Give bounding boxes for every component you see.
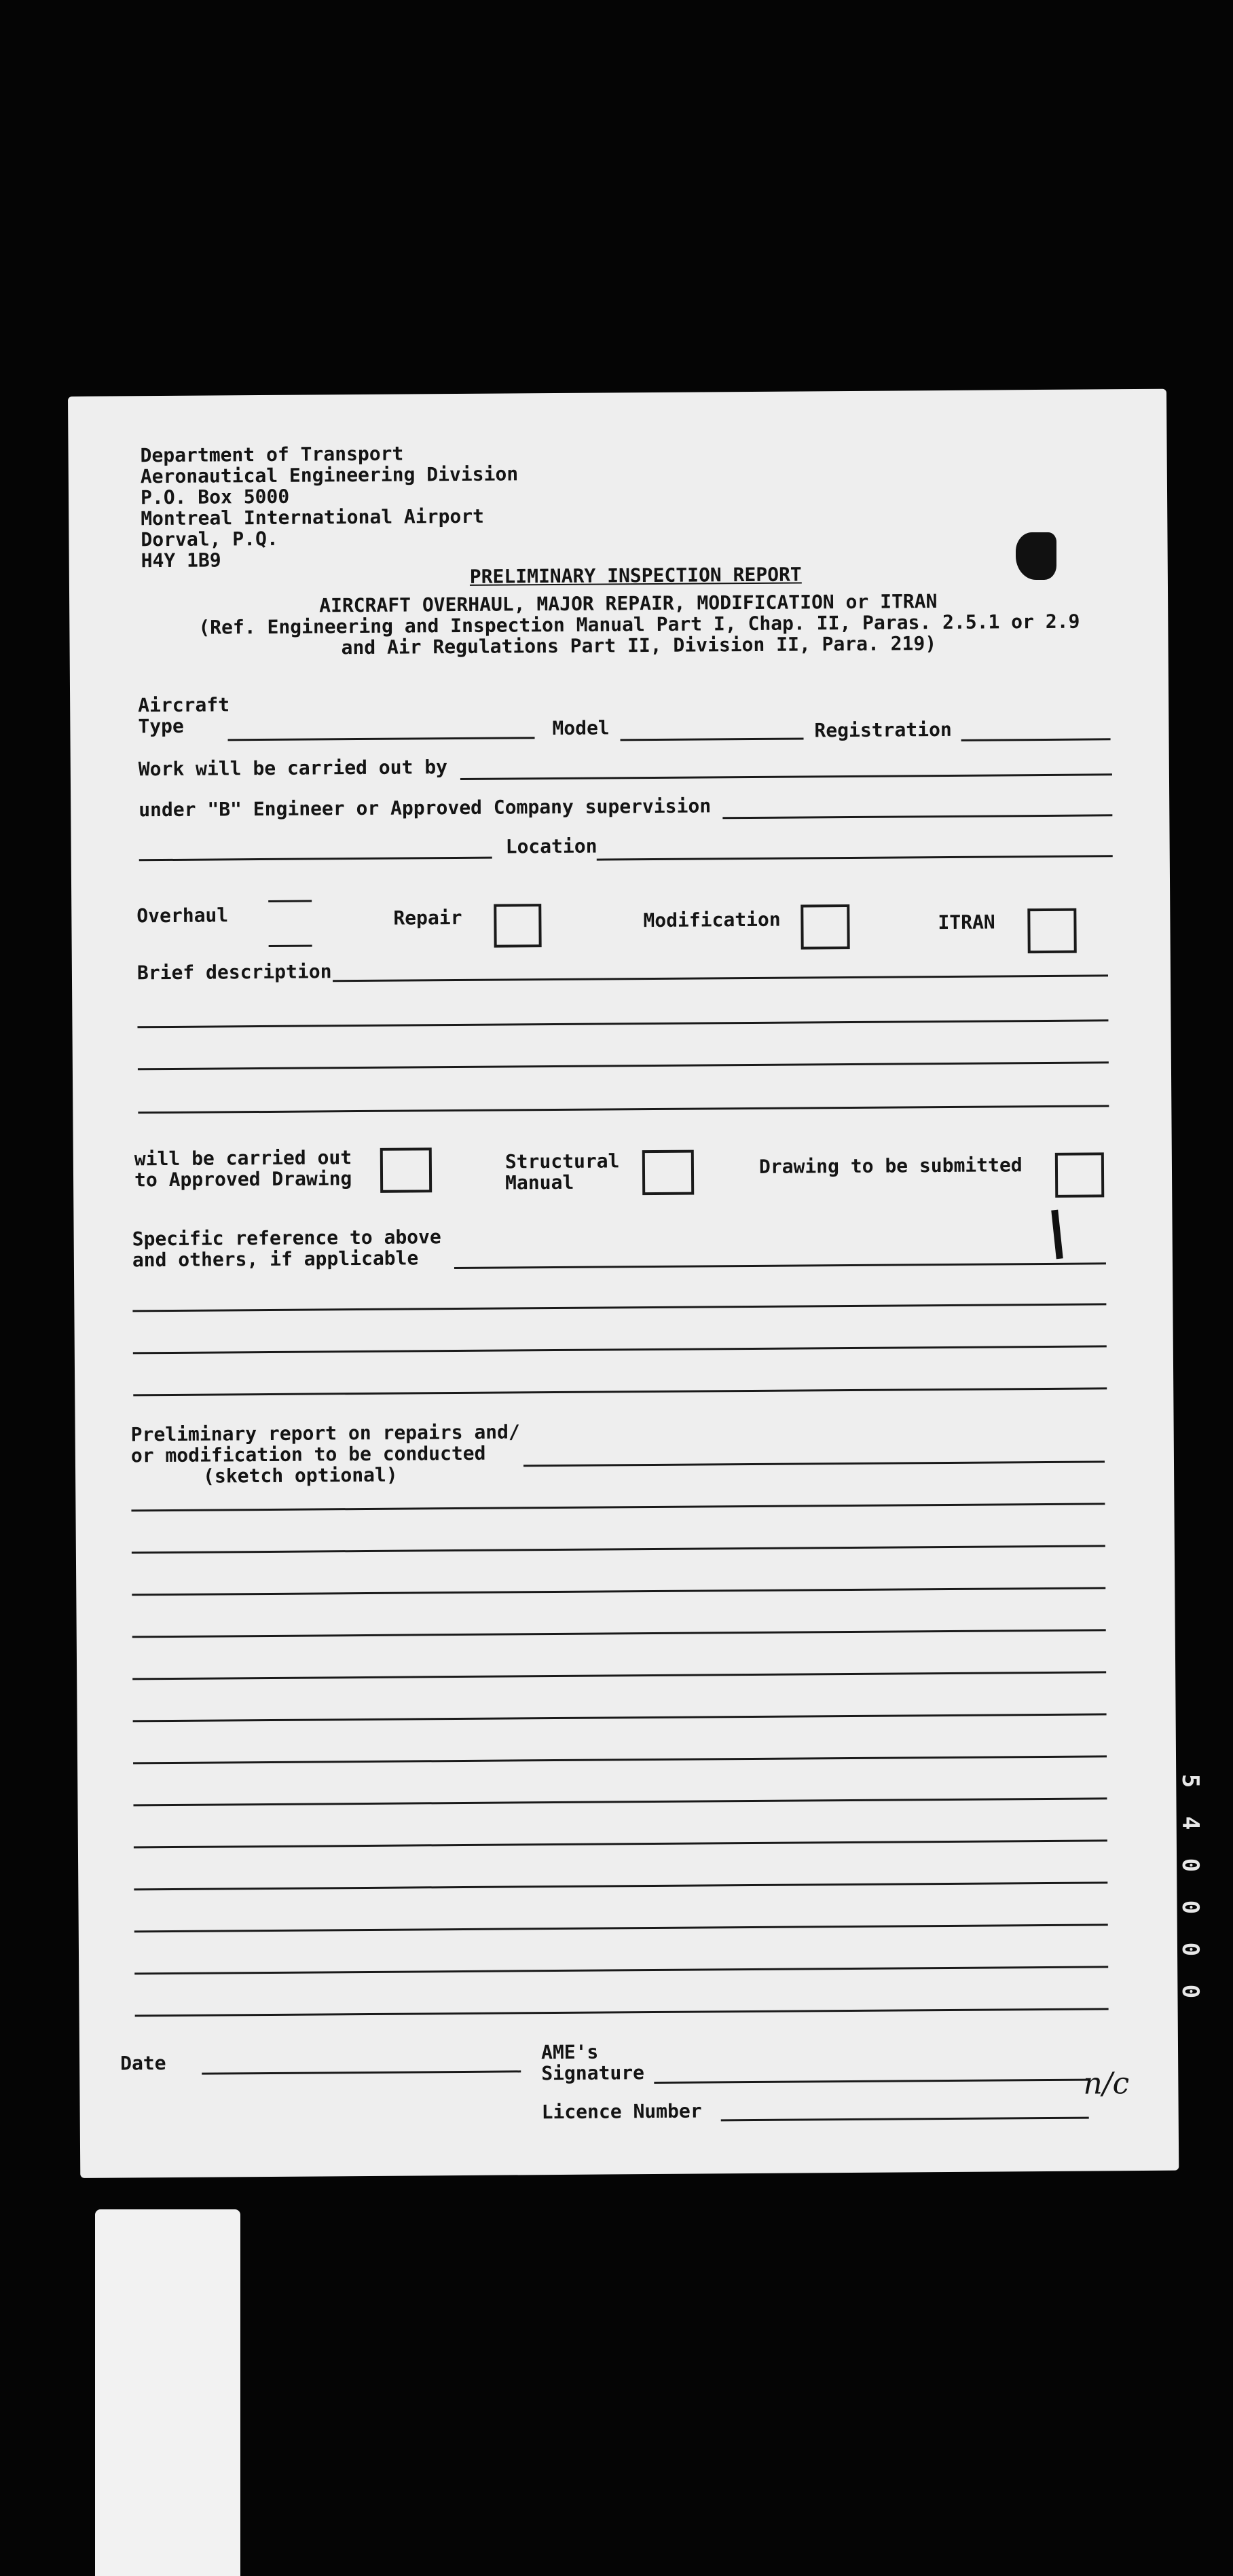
city-line: Dorval, P.Q. bbox=[141, 527, 278, 551]
itran-label: ITRAN bbox=[938, 910, 995, 934]
structural-label-2: Manual bbox=[504, 1171, 574, 1194]
stamp-digit: 0 bbox=[1177, 1942, 1204, 1957]
preliminary-report-line-10[interactable] bbox=[134, 1839, 1107, 1848]
postal-code-line: H4Y 1B9 bbox=[141, 549, 221, 572]
handwritten-initials: n/c bbox=[1083, 2066, 1130, 2101]
itran-checkbox[interactable] bbox=[1027, 908, 1076, 954]
brief-description-label: Brief description bbox=[136, 960, 332, 985]
specific-reference-line-1[interactable] bbox=[454, 1262, 1106, 1269]
modification-checkbox[interactable] bbox=[800, 904, 849, 950]
approved-drawing-checkbox[interactable] bbox=[380, 1147, 432, 1193]
specific-reference-label-2: and others, if applicable bbox=[132, 1247, 419, 1272]
date-label: Date bbox=[120, 2052, 166, 2075]
supervision-field-line[interactable] bbox=[722, 814, 1112, 819]
reference-line: (Ref. Engineering and Inspection Manual Part I, Chap. II, Paras. 2.5.1 or 2.9 bbox=[198, 610, 1080, 639]
work-field-line[interactable] bbox=[460, 773, 1112, 780]
preliminary-report-line-2[interactable] bbox=[131, 1503, 1105, 1511]
structural-label-1: Structural bbox=[504, 1149, 620, 1173]
stamp-digit: 0 bbox=[1177, 1984, 1204, 1999]
supervision-label: under "B" Engineer or Approved Company supervision bbox=[139, 794, 712, 822]
model-field-line[interactable] bbox=[621, 737, 804, 741]
preliminary-report-line-4[interactable] bbox=[132, 1587, 1105, 1596]
airport-line: Montreal International Airport bbox=[141, 504, 485, 530]
work-label: Work will be carried out by bbox=[138, 756, 448, 781]
page-number-stamp bbox=[1166, 1760, 1214, 2031]
modification-label: Modification bbox=[643, 908, 781, 932]
brief-description-line-1[interactable] bbox=[333, 974, 1108, 982]
department-line: Department of Transport bbox=[140, 442, 404, 467]
stamp-digit: 4 bbox=[1177, 1816, 1204, 1830]
brief-description-line-3[interactable] bbox=[138, 1061, 1109, 1070]
specific-reference-line-3[interactable] bbox=[133, 1345, 1107, 1354]
inspection-report-sheet bbox=[68, 389, 1179, 2178]
ame-label-2: Signature bbox=[541, 2061, 645, 2085]
supervisor-name-line[interactable] bbox=[139, 857, 492, 862]
repair-checkbox[interactable] bbox=[494, 904, 541, 947]
preliminary-report-line-3[interactable] bbox=[132, 1545, 1105, 1553]
calibration-card bbox=[95, 2209, 240, 2576]
licence-label: Licence Number bbox=[541, 2099, 702, 2124]
preliminary-report-line-12[interactable] bbox=[134, 1924, 1108, 1932]
stamp-digit: 0 bbox=[1177, 1858, 1204, 1873]
date-field-line[interactable] bbox=[202, 2070, 521, 2074]
registration-field-line[interactable] bbox=[961, 738, 1111, 741]
aircraft-label: Aircraft bbox=[138, 693, 230, 717]
ink-mark bbox=[1016, 532, 1056, 580]
carried-out-label-2: to Approved Drawing bbox=[134, 1167, 352, 1192]
preliminary-report-label-2: or modification to be conducted bbox=[130, 1441, 486, 1467]
report-subtitle: AIRCRAFT OVERHAUL, MAJOR REPAIR, MODIFICATION or ITRAN bbox=[319, 590, 938, 617]
preliminary-report-line-13[interactable] bbox=[134, 1966, 1108, 1974]
structural-manual-checkbox[interactable] bbox=[642, 1150, 694, 1196]
report-title: PRELIMINARY INSPECTION REPORT bbox=[469, 563, 802, 588]
brief-description-line-2[interactable] bbox=[137, 1019, 1108, 1028]
preliminary-report-line-14[interactable] bbox=[135, 2008, 1109, 2017]
overhaul-label: Overhaul bbox=[136, 904, 229, 927]
overhaul-mark-bottom bbox=[269, 945, 312, 947]
preliminary-report-line-11[interactable] bbox=[134, 1881, 1107, 1890]
stamp-digit: 5 bbox=[1177, 1773, 1204, 1788]
signature-field-line[interactable] bbox=[654, 2079, 1088, 2084]
model-label: Model bbox=[552, 716, 610, 740]
specific-reference-line-2[interactable] bbox=[132, 1303, 1106, 1312]
preliminary-report-label-3: (sketch optional) bbox=[202, 1463, 398, 1488]
specific-reference-line-4[interactable] bbox=[133, 1387, 1107, 1396]
licence-field-line[interactable] bbox=[721, 2117, 1089, 2122]
division-line: Aeronautical Engineering Division bbox=[140, 462, 519, 488]
stamp-digit: 0 bbox=[1177, 1900, 1204, 1915]
preliminary-report-line-7[interactable] bbox=[133, 1713, 1107, 1722]
preliminary-report-line-9[interactable] bbox=[133, 1797, 1107, 1806]
preliminary-report-line-5[interactable] bbox=[132, 1629, 1106, 1638]
drawing-submitted-label: Drawing to be submitted bbox=[758, 1154, 1023, 1178]
regulation-line: and Air Regulations Part II, Division II, Para. 219) bbox=[341, 632, 937, 659]
preliminary-report-line-1[interactable] bbox=[523, 1460, 1105, 1467]
specific-reference-label-1: Specific reference to above bbox=[132, 1226, 441, 1251]
po-box-line: P.O. Box 5000 bbox=[140, 485, 290, 509]
location-label: Location bbox=[505, 834, 597, 858]
overhaul-mark-top bbox=[268, 900, 312, 902]
carried-out-label-1: will be carried out bbox=[134, 1146, 352, 1171]
ame-label-1: AME's bbox=[540, 2040, 599, 2064]
repair-label: Repair bbox=[393, 906, 462, 930]
registration-label: Registration bbox=[814, 718, 952, 742]
drawing-submitted-checkbox[interactable] bbox=[1055, 1152, 1104, 1198]
location-field-line[interactable] bbox=[597, 855, 1113, 860]
brief-description-line-4[interactable] bbox=[138, 1105, 1109, 1114]
type-label: Type bbox=[138, 714, 184, 738]
preliminary-report-label-1: Preliminary report on repairs and/ bbox=[130, 1420, 520, 1446]
preliminary-report-line-6[interactable] bbox=[132, 1671, 1106, 1680]
preliminary-report-line-8[interactable] bbox=[133, 1755, 1107, 1764]
type-field-line[interactable] bbox=[228, 737, 535, 741]
